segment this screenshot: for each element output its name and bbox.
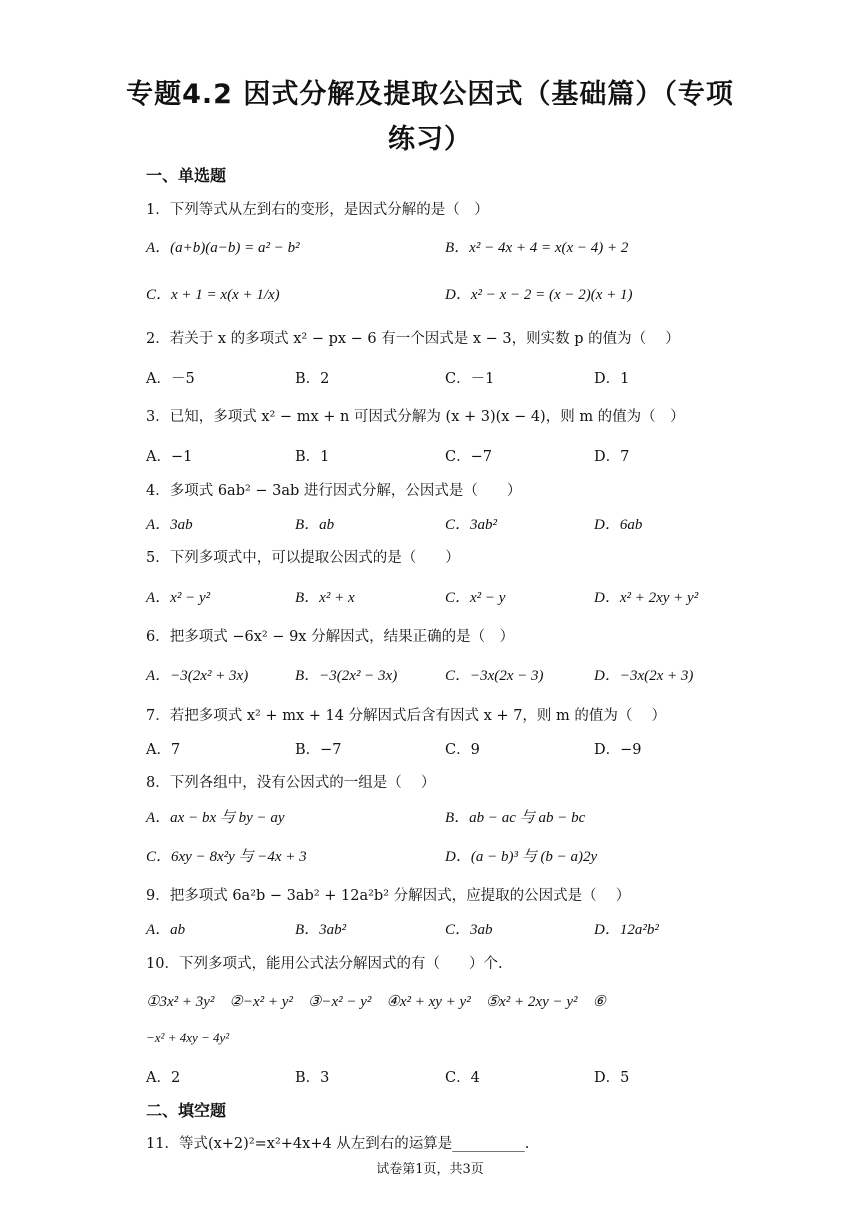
q6-option-d: D．−3x(2x + 3)	[594, 668, 694, 684]
q4-option-a: A．3ab	[146, 517, 193, 533]
q7-option-d: D．−9	[594, 742, 642, 758]
question-8: 8．下列各组中，没有公因式的一组是（ ）	[146, 775, 436, 791]
q7-option-c: C．9	[445, 742, 480, 758]
question-9: 9．把多项式 6a²b − 3ab² + 12a²b² 分解因式，应提取的公因式是（ ）	[146, 888, 631, 904]
q8-option-c: C．6xy − 8x²y 与 −4x + 3	[146, 849, 307, 865]
q3-option-c: C．−7	[445, 449, 492, 465]
question-7: 7．若把多项式 x² + mx + 14 分解因式后含有因式 x + 7，则 m 的值为（ ）	[146, 708, 667, 724]
q10-option-d: D．5	[594, 1070, 630, 1086]
q10-option-a: A．2	[146, 1070, 181, 1086]
title-line-2: 练习）	[388, 124, 472, 155]
q10-items: ①3x² + 3y² ②−x² + y² ③−x² − y² ④x² + xy + y² ⑤x² + 2xy − y² ⑥	[146, 994, 606, 1010]
q8-option-b: B．ab − ac 与 ab − bc	[445, 810, 586, 826]
section-fill-blank: 二、填空题	[146, 1101, 227, 1120]
q5-option-a: A．x² − y²	[146, 590, 211, 606]
q1-option-b: B．x² − 4x + 4 = x(x − 4) + 2	[445, 240, 629, 256]
q1-option-c: C．x + 1 = x(x + 1/x)	[146, 287, 280, 303]
q3-option-a: A．−1	[146, 449, 193, 465]
q3-option-d: D．7	[594, 449, 630, 465]
question-3: 3．已知，多项式 x² − mx + n 可因式分解为 (x + 3)(x − 4)，则 m 的值为（ ）	[146, 409, 685, 425]
q4-option-b: B．ab	[295, 517, 335, 533]
q1-option-a: A．(a+b)(a−b) = a² − b²	[146, 240, 300, 256]
q1-option-d: D．x² − x − 2 = (x − 2)(x + 1)	[445, 287, 633, 303]
q6-option-a: A．−3(2x² + 3x)	[146, 668, 249, 684]
q8-option-d: D．(a − b)³ 与 (b − a)2y	[445, 849, 598, 865]
q8-option-a: A．ax − bx 与 by − ay	[146, 810, 285, 826]
question-6: 6．把多项式 −6x² − 9x 分解因式，结果正确的是（ ）	[146, 629, 515, 645]
q7-option-a: A．7	[146, 742, 181, 758]
q2-option-c: C．－1	[445, 371, 495, 387]
q5-option-d: D．x² + 2xy + y²	[594, 590, 699, 606]
page-footer: 试卷第1页，共3页	[376, 1162, 484, 1177]
q5-option-c: C．x² − y	[445, 590, 506, 606]
q3-option-b: B．1	[295, 449, 330, 465]
section-single-choice: 一、单选题	[146, 166, 227, 185]
question-4: 4．多项式 6ab² − 3ab 进行因式分解，公因式是（ ）	[146, 483, 522, 499]
q4-option-c: C．3ab²	[445, 517, 498, 533]
q2-option-b: B．2	[295, 371, 330, 387]
question-5: 5．下列多项式中，可以提取公因式的是（ ）	[146, 550, 460, 566]
q5-option-b: B．x² + x	[295, 590, 355, 606]
q6-option-c: C．−3x(2x − 3)	[445, 668, 544, 684]
q4-option-d: D．6ab	[594, 517, 643, 533]
q9-option-b: B．3ab²	[295, 922, 347, 938]
q2-option-a: A．－5	[146, 371, 195, 387]
q10-items-continued: −x² + 4xy − 4y²	[146, 1030, 230, 1045]
q10-option-c: C．4	[445, 1070, 480, 1086]
q2-option-d: D．1	[594, 371, 630, 387]
question-2: 2．若关于 x 的多项式 x² − px − 6 有一个因式是 x − 3，则实数 p 的值为（ ）	[146, 331, 680, 347]
question-11: 11．等式(x+2)²=x²+4x+4 从左到右的运算是__________.	[146, 1136, 530, 1152]
q9-option-d: D．12a²b²	[594, 922, 659, 938]
title-line-1: 专题4.2 因式分解及提取公因式（基础篇）（专项	[126, 79, 734, 110]
q9-option-c: C．3ab	[445, 922, 493, 938]
q7-option-b: B．−7	[295, 742, 342, 758]
q10-option-b: B．3	[295, 1070, 330, 1086]
q6-option-b: B．−3(2x² − 3x)	[295, 668, 398, 684]
q9-option-a: A．ab	[146, 922, 186, 938]
question-10: 10．下列多项式，能用公式法分解因式的有（ ）个.	[146, 956, 503, 972]
question-1: 1．下列等式从左到右的变形，是因式分解的是（ ）	[146, 202, 489, 218]
